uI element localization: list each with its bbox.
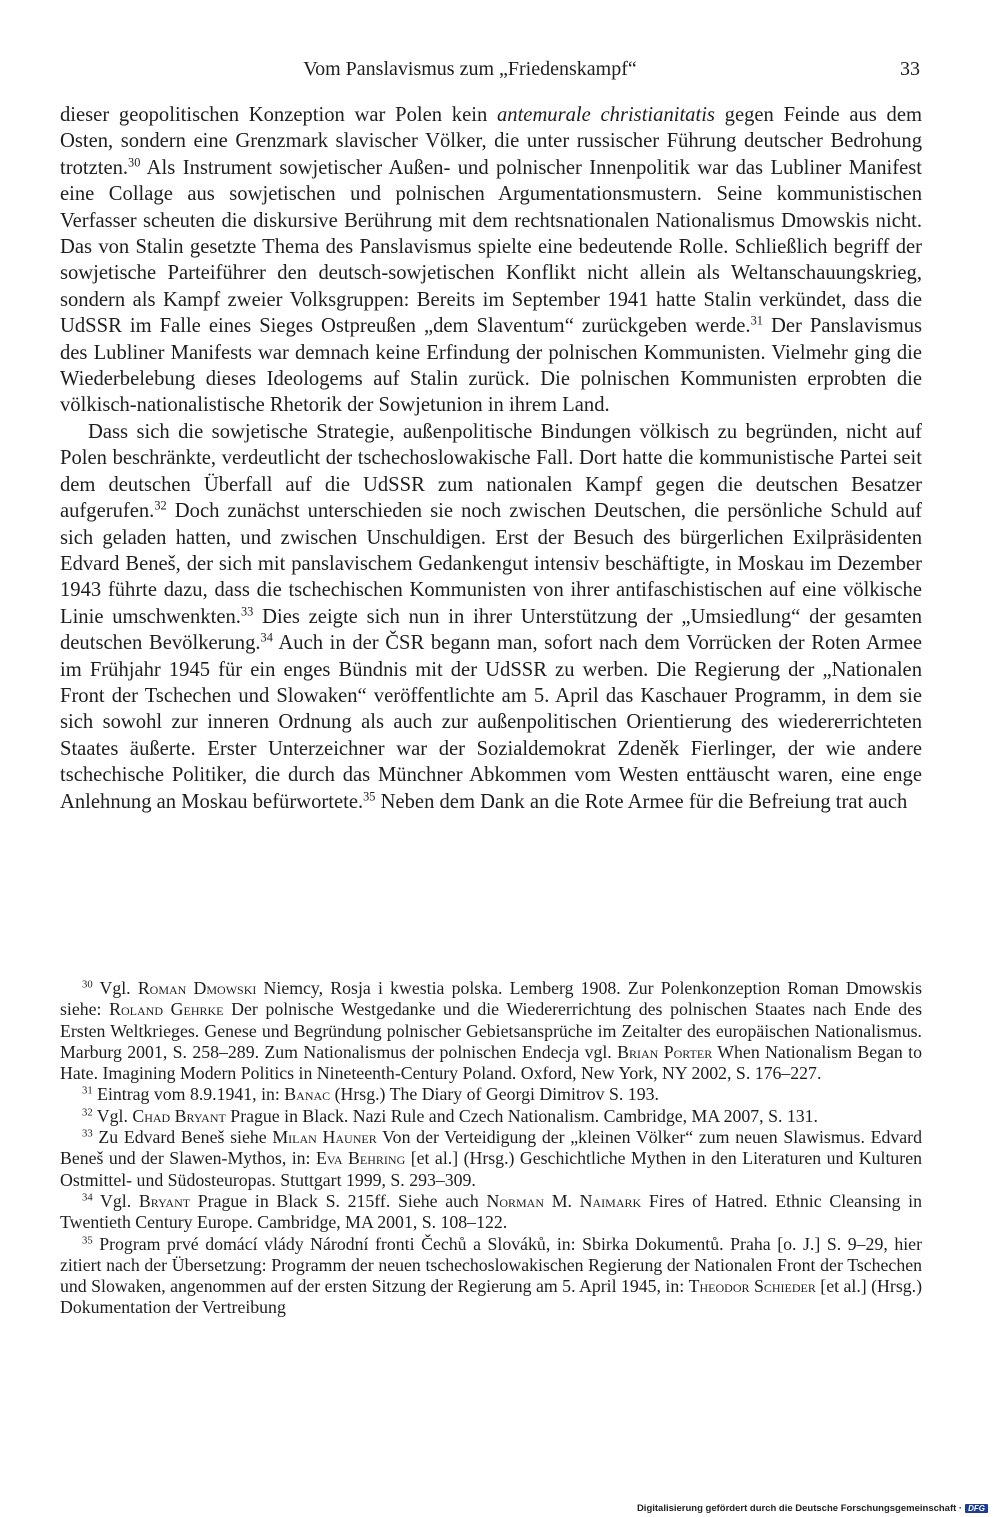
paragraph-2 [60,419,922,815]
text-run: Eintrag vom 8.9.1941, in: [92,1084,285,1105]
text-run: Prague in Black. Nazi Rule and Czech Nationalism. Cambridge, MA 2007, S. 131. [225,1105,818,1126]
text-run: Neben dem Dank an die Rote Armee für die Befreiung trat auch [375,790,908,813]
footnote-33 [60,1127,922,1191]
footnote-ref-31[interactable]: 31 [750,313,763,328]
running-title: Vom Panslavismus zum „Friedenskampf“ [303,58,637,80]
text-run: [et al.] (Hrsg.) Dokumentation der Vertreibung [60,1276,922,1318]
footnote-ref-32[interactable]: 32 [154,498,167,513]
text-run: Vgl. [92,1190,139,1211]
text-run: Fires of Hatred. Ethnic Cleansing in Twentieth Century Europe. Cambridge, MA 2001, S. 108–122. [60,1190,923,1233]
text-run: gegen Feinde aus dem Osten, sondern eine Grenzmark slavischer Völker, die unter russischer Führung deutscher Bedrohung trotzten. [60,104,922,179]
text-run: Von der Verteidigung der „kleinen Völker“ zum neuen Slawismus. Edvard Beneš und der Slawen-Mythos, in: [60,1127,922,1169]
text-run: Program prvé domácí vlády Národní fronti Čechů a Slováků, in: Sbirka Dokumentů. Praha [o. J.] S. 9–29, hier zitiert nach der Übersetzung: Programm der neuen tschechoslowakischen Regierung der Nationalen Front der Tschechen und Slowaken, angenommen auf der ersten Sitzung der Regierung am 5. April 1945, in: [60,1233,922,1297]
text-run: Zu Edvard Beneš siehe [92,1127,273,1148]
latin-term: antemurale christianitatis [496,104,715,126]
footer-text: Digitalisierung gefördert durch die Deutsche Forschungsgemeinschaft · [636,1503,963,1514]
text-run: Prague in Black S. 215ff. Siehe auch [190,1190,487,1211]
footnote-ref-33[interactable]: 33 [240,604,254,619]
footnote-number: 32 [82,1106,93,1119]
page-number: 33 [900,58,920,80]
footnote-ref-34[interactable]: 34 [260,630,273,645]
dfg-logo-icon: DFG [965,1504,988,1513]
footnote-number: 30 [82,978,93,991]
running-head [60,58,920,88]
text-run: Doch zunächst unterschieden sie noch zwischen Deutschen, die persönliche Schuld auf sich geladen hatten, und zwischen Unschuldigen. Erst der Besuch des bürgerlichen Exilpräsidenten Edvard Beneš, der sich mit panslavischem Gedankengut intensiv beschäftigte, in Moskau im Dezember 1943 führte dazu, dass die tschechischen Kommunisten von ihrer antifaschistischen auf eine völkische Linie umschwenkten. [60,500,922,628]
author-name: Bryant [138,1190,191,1211]
author-name: Banac [284,1084,331,1105]
author-name: Chad Bryant [132,1105,226,1126]
digitization-footer [637,1503,988,1514]
text-run: Als Instrument sowjetischer Außen- und polnischer Innenpolitik war das Lubliner Manifest eine Collage aus sowjetischen und polnischen Argumentationsmustern. Seine kommunistischen Verfasser scheuten die diskursive Berührung mit dem rechtsnationalen Nationalismus Dmowskis nicht. Das von Stalin gesetzte Thema des Panslavismus spielte eine bedeutende Rolle. Schließlich begriff der sowjetische Parteiführer den deutsch-sowjetischen Konflikt nicht allein als Weltanschauungskrieg, sondern als Kampf zweier Volksgruppen: Bereits im September 1941 hatte Stalin verkündet, dass die UdSSR im Falle eines Sieges Ostpreußen „dem Slaventum“ zurückgeben werde. [60,156,922,338]
text-run: Vgl. [92,1105,133,1126]
footnote-ref-30[interactable]: 30 [128,155,141,170]
author-name: Roman Dmowski [137,978,257,998]
text-run: dieser geopolitischen Konzeption war Polen kein [60,104,497,126]
text-run: Dass sich die sowjetische Strategie, außenpolitische Bindungen völkisch zu begründen, nicht auf Polen beschränkte, verdeutlicht der tschechoslowakische Fall. Dort hatte die kommunistische Partei seit dem deutschen Überfall auf die UdSSR zum nationalen Kampf gegen die deutschen Besatzer aufgerufen. [60,420,922,523]
footnote-number: 31 [82,1085,93,1098]
paragraph-1 [60,102,922,419]
text-run: Niemcy, Rosja i kwestia polska. Lemberg 1908. Zur Polenkonzeption Roman Dmowskis siehe: [60,978,923,1020]
footnote-31 [60,1084,922,1105]
footnote-number: 34 [82,1191,93,1204]
text-run: Der Panslavismus des Lubliner Manifests war demnach keine Erfindung der polnischen Kommunisten. Vielmehr ging die Wiederbelebung dieses Ideologems auf Stalin zurück. Die polnischen Kommunisten erprobten die völkisch-nationalistische Rhetorik der Sowjetunion in ihrem Land. [60,315,923,417]
author-name: Norman M. Naimark [486,1190,642,1211]
footnote-number: 33 [82,1127,93,1140]
text-run: Dies zeigte sich nun in ihrer Unterstützung der „Umsiedlung“ der gesamten deutschen Bevölkerung. [60,605,922,655]
author-name: Roland Gehrke [109,999,224,1020]
footnote-35 [60,1234,922,1319]
text-run: Auch in der ČSR begann man, sofort nach dem Vorrücken der Roten Armee im Frühjahr 1945 für ein enges Bündnis mit der UdSSR zu werben. Die Regierung der „Nationalen Front der Tschechen und Slowaken“ veröffentlichte am 5. April das Kaschauer Programm, in dem sie sich sowohl zur inneren Ordnung als auch zur außenpolitischen Orientierung des wiedererrichteten Staates äußerte. Erster Unterzeichner war der Sozialdemokrat Zdeněk Fierlinger, der wie andere tschechische Politiker, die durch das Münchner Abkommen vom Westen enttäuscht waren, eine enge Anlehnung an Moskau befürwortete. [60,632,922,813]
footnote-ref-35[interactable]: 35 [363,789,376,804]
text-run: Vgl. [92,978,138,998]
body-text [60,102,922,815]
author-name: Brian Porter [617,1041,713,1062]
text-run: (Hrsg.) The Diary of Georgi Dimitrov S. 193. [330,1084,659,1105]
author-name: Eva Behring [315,1148,406,1169]
footnote-32 [60,1106,922,1127]
footnote-30 [60,978,922,1084]
text-run: [et al.] (Hrsg.) Geschichtliche Mythen in den Literaturen und Kulturen Ostmittel- und Südosteuropas. Stuttgart 1999, S. 293–309. [60,1148,922,1190]
footnote-34 [60,1191,922,1234]
text-run: When Nationalism Began to Hate. Imagining Modern Politics in Nineteenth-Century Poland. Oxford, New York, NY 2002, S. 176–227. [60,1041,923,1084]
author-name: Milan Hauner [272,1127,377,1148]
author-name: Theodor Schieder [688,1276,816,1297]
footnotes [60,978,922,1319]
footnote-number: 35 [82,1234,93,1247]
text-run: Der polnische Westgedanke und die Wiedererrichtung des polnischen Staates nach Ende des Ersten Weltkrieges. Genese und Begründung polnischer Gebietsansprüche im Zeitalter des europäischen Nationalismus. Marburg 2001, S. 258–289. Zum Nationalismus der polnischen Endecja vgl. [60,999,922,1062]
